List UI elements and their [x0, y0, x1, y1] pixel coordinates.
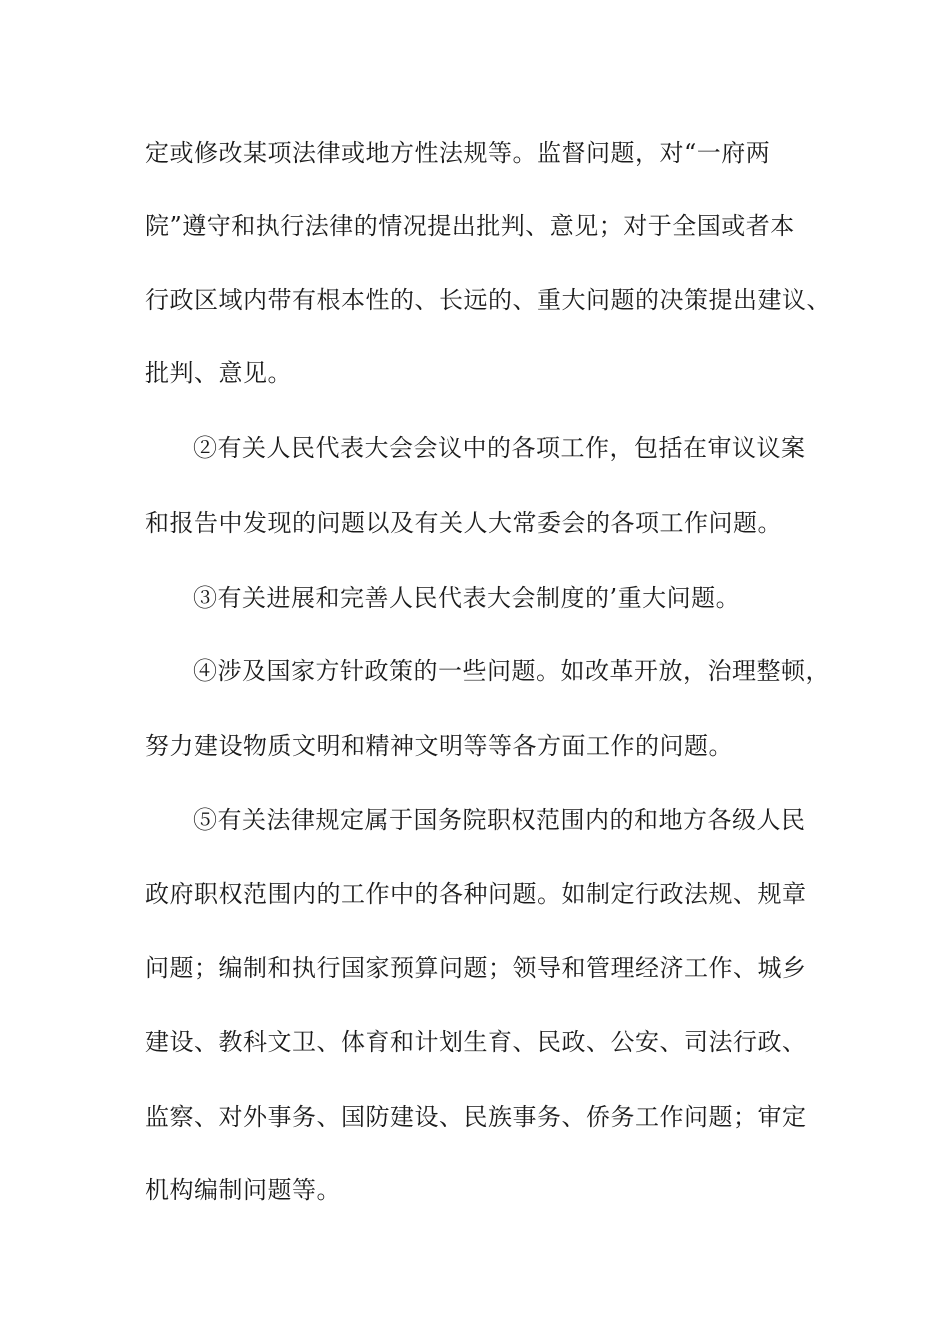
- paragraph-5-line-2: 政府职权范围内的工作中的各种问题。如制定行政法规、规章: [145, 880, 807, 908]
- paragraph-2-line-1: ②有关人民代表大会会议中的各项工作，包括在审议议案: [193, 434, 806, 462]
- paragraph-4-line-2: 努力建设物质文明和精神文明等等各方面工作的问题。: [145, 732, 733, 760]
- text-line-4: 批判、意见。: [145, 359, 292, 387]
- text-line-3: 行政区域内带有根本性的、长远的、重大问题的决策提出建议、: [145, 286, 831, 314]
- paragraph-5-line-5: 监察、对外事务、国防建设、民族事务、侨务工作问题；审定: [145, 1103, 807, 1131]
- paragraph-5-line-6: 机构编制问题等。: [145, 1176, 341, 1204]
- paragraph-4-line-1: ④涉及国家方针政策的一些问题。如改革开放，治理整顿，: [193, 657, 830, 685]
- paragraph-5-line-3: 问题；编制和执行国家预算问题；领导和管理经济工作、城乡: [145, 954, 807, 982]
- text-line-1: 定或修改某项法律或地方性法规等。监督问题，对“一府两: [145, 139, 771, 167]
- paragraph-2-line-2: 和报告中发现的问题以及有关人大常委会的各项工作问题。: [145, 509, 782, 537]
- paragraph-3-line-1: ③有关进展和完善人民代表大会制度的’重大问题。: [193, 584, 741, 612]
- text-line-2: 院”遵守和执行法律的情况提出批判、意见；对于全国或者本: [145, 212, 795, 240]
- paragraph-5-line-1: ⑤有关法律规定属于国务院职权范围内的和地方各级人民: [193, 806, 806, 834]
- paragraph-5-line-4: 建设、教科文卫、体育和计划生育、民政、公安、司法行政、: [145, 1028, 807, 1056]
